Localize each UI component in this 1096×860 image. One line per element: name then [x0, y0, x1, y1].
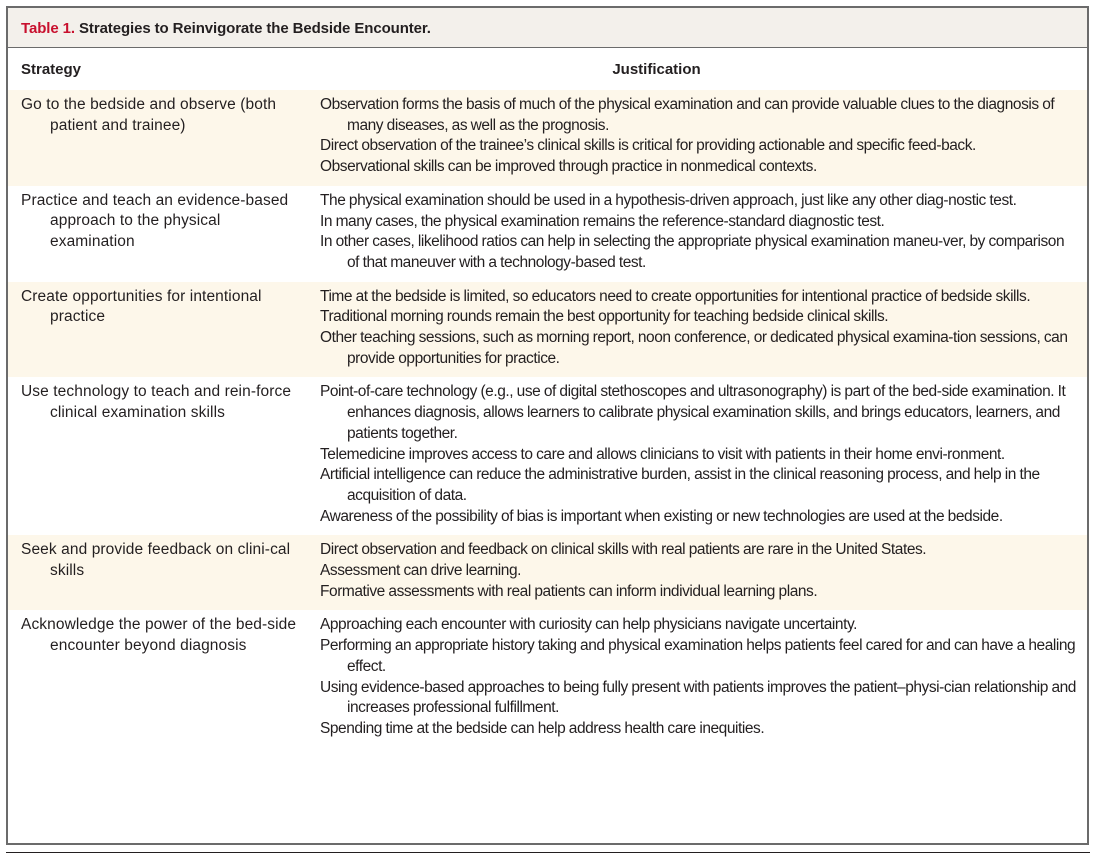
strategy-text: Seek and provide feedback on clini-cal skills: [21, 541, 291, 579]
strategy-text: Use technology to teach and rein-force clinical examination skills: [21, 383, 292, 421]
strategy-text: Practice and teach an evidence-based approach to the physical examination: [21, 191, 289, 250]
table-row: [8, 377, 1087, 535]
justification-item: Assessment can drive learning.: [320, 562, 521, 580]
table-row: [8, 90, 1087, 186]
justification-item: Other teaching sessions, such as morning report, noon conference, or dedicated physical examina-tion sessions, can provide opportunities for practice.: [320, 329, 1068, 367]
table-title: Strategies to Reinvigorate the Bedside Encounter.: [79, 20, 431, 37]
justification-cell: [306, 382, 1087, 527]
table-header-row: [8, 48, 1087, 90]
justification-item: Awareness of the possibility of bias is important when existing or new technologies are used at the bedside.: [320, 507, 1003, 525]
strategy-cell: [8, 540, 306, 602]
justification-cell: [306, 615, 1087, 739]
table-row: [8, 186, 1087, 282]
table-row: [8, 282, 1087, 378]
justification-cell: [306, 540, 1087, 602]
justification-item: Artificial intelligence can reduce the administrative burden, assist in the clinical reasoning process, and help in the acquisition of data.: [320, 466, 1040, 504]
strategy-text: Create opportunities for intentional practice: [21, 287, 262, 326]
justification-item: Point-of-care technology (e.g., use of digital stethoscopes and ultrasonography) is part of the bed-side examination. It enhances diagnosis, allows learners to calibrate physical examination skills, and brings educators, learners, and patients together.: [320, 383, 1066, 442]
table-caption: [8, 8, 1087, 48]
table-frame: [6, 6, 1089, 845]
table-label: Table 1.: [21, 20, 75, 37]
strategy-cell: [8, 287, 306, 370]
justification-item: Spending time at the bedside can help address health care inequities.: [320, 719, 765, 737]
strategy-text: Acknowledge the power of the bed-side encounter beyond diagnosis: [21, 616, 297, 654]
strategy-cell: [8, 382, 306, 527]
justification-cell: [306, 287, 1087, 370]
strategy-cell: [8, 615, 306, 739]
justification-item: In many cases, the physical examination remains the reference-standard diagnostic test.: [320, 212, 885, 230]
table-row: [8, 535, 1087, 610]
justification-cell: [306, 191, 1087, 274]
justification-item: Performing an appropriate history taking and physical examination helps patients feel cared for and can have a healing effect.: [320, 637, 1076, 675]
justification-item: Traditional morning rounds remain the best opportunity for teaching bedside clinical skills.: [320, 308, 889, 326]
justification-item: Direct observation of the trainee’s clinical skills is critical for providing actionable and specific feed-back.: [320, 137, 976, 155]
justification-item: Using evidence-based approaches to being fully present with patients improves the patient–physi-cian relationship and increases professional fulfillment.: [320, 678, 1076, 717]
strategy-cell: [8, 95, 306, 178]
justification-cell: [306, 95, 1087, 178]
justification-item: Observational skills can be improved through practice in nonmedical contexts.: [320, 158, 817, 176]
justification-item: Direct observation and feedback on clinical skills with real patients are rare in the United States.: [320, 541, 927, 559]
justification-item: Approaching each encounter with curiosity can help physicians navigate uncertainty.: [320, 616, 857, 634]
justification-item: In other cases, likelihood ratios can help in selecting the appropriate physical examination maneu-ver, by comparison of that maneuver with a technology-based test.: [320, 233, 1065, 271]
column-header-justification: Justification: [612, 60, 701, 78]
column-header-strategy: Strategy: [21, 60, 82, 78]
justification-item: Time at the bedside is limited, so educators need to create opportunities for intentional practice of bedside skills.: [320, 287, 1031, 305]
justification-item: Telemedicine improves access to care and allows clinicians to visit with patients in their home envi-ronment.: [320, 445, 1005, 463]
justification-item: Formative assessments with real patients can inform individual learning plans.: [320, 582, 818, 600]
strategy-text: Go to the bedside and observe (both patient and trainee): [21, 96, 277, 134]
justification-item: Observation forms the basis of much of the physical examination and can provide valuable clues to the diagnosis of many diseases, as well as the prognosis.: [320, 96, 1055, 134]
table-row: [8, 610, 1087, 747]
bottom-rule-divider: [6, 852, 1090, 853]
justification-item: The physical examination should be used in a hypothesis-driven approach, just like any other diag-nostic test.: [320, 191, 1017, 209]
strategy-cell: [8, 191, 306, 274]
